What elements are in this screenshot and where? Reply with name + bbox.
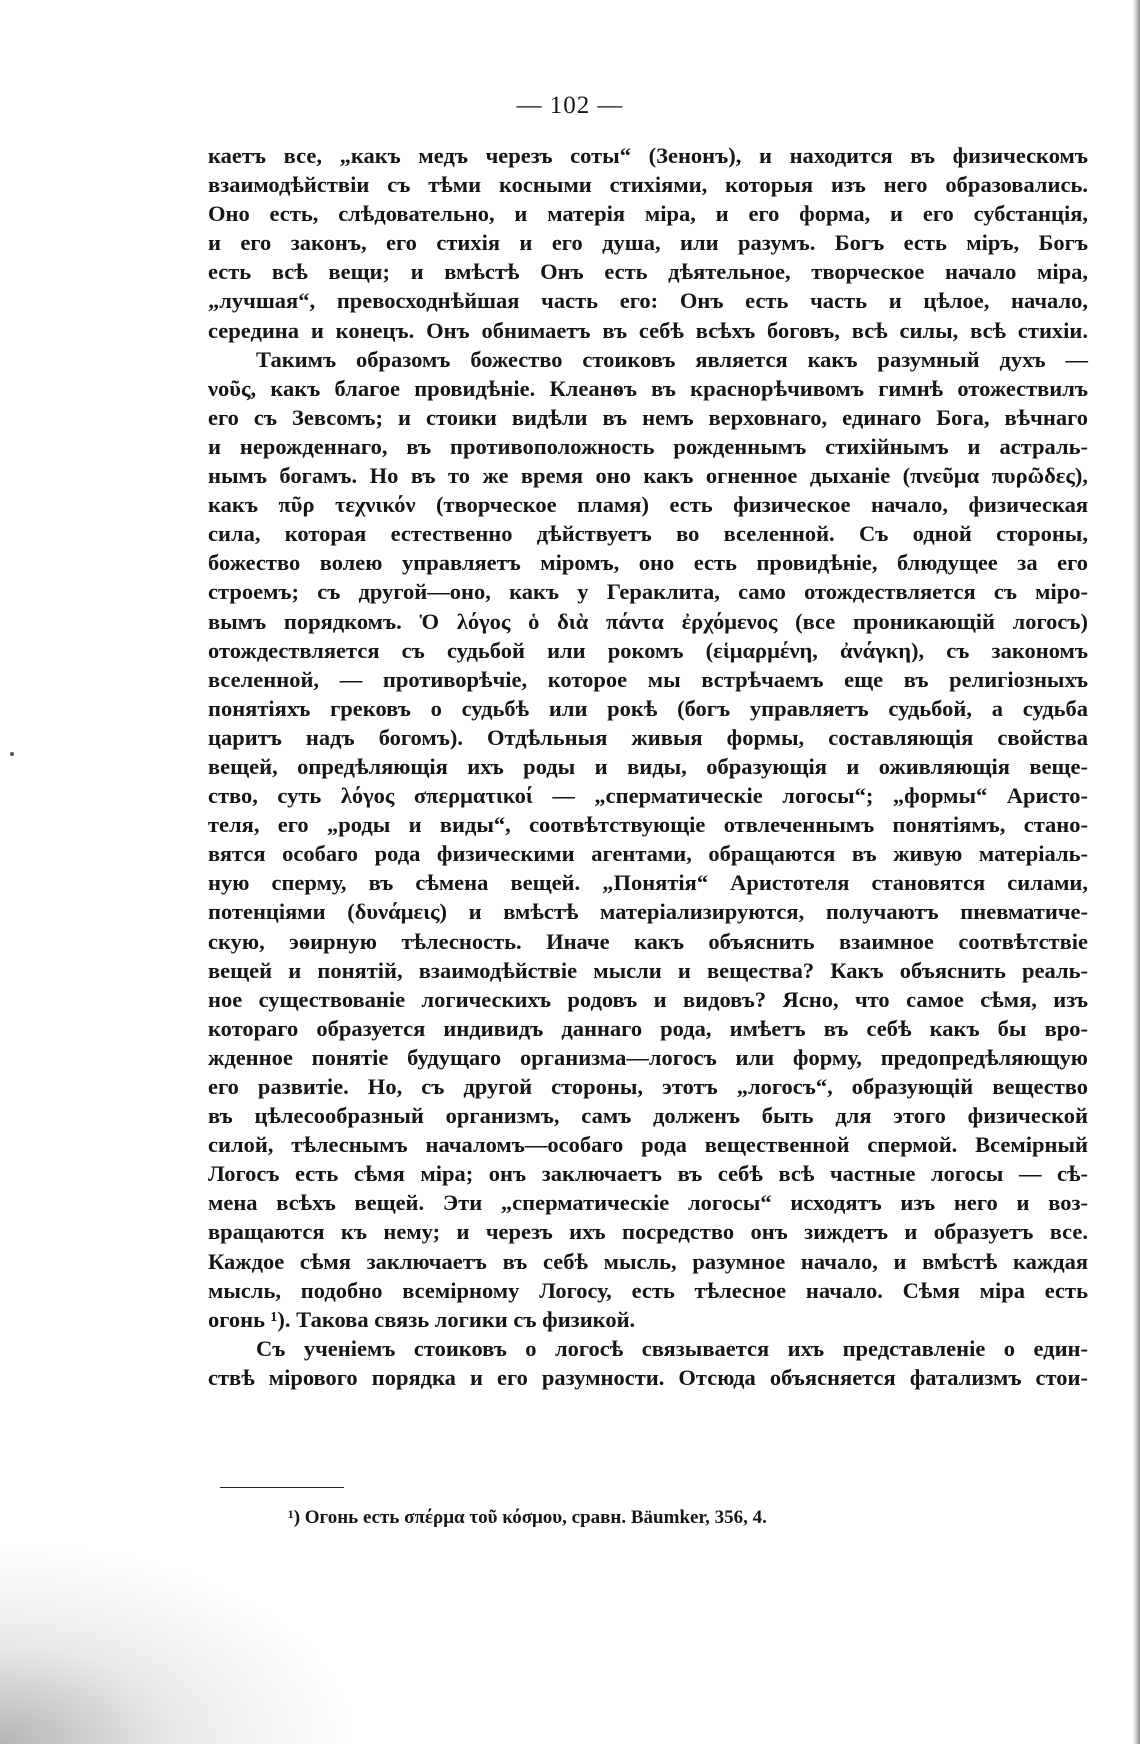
- text-line: мена всѣхъ вещей. Эти „сперматическіе логосы“ исходятъ изъ него и воз-: [208, 1190, 1088, 1216]
- text-line: „лучшая“, превосходнѣйшая часть его: Онъ есть часть и цѣлое, начало,: [208, 288, 1088, 314]
- text-line: царитъ надъ богомъ). Отдѣльныя живыя формы, составляющія свойства: [208, 724, 1088, 750]
- text-line: котораго образуется индивидъ даннаго рода, имѣетъ въ себѣ какъ бы вро-: [208, 1015, 1088, 1041]
- text-line: теля, его „роды и виды“, соотвѣтствующіе отвлеченнымъ понятіямъ, стано-: [208, 812, 1088, 838]
- text-line: ствѣ мірового порядка и его разумности. Отсюда объясняется фатализмъ стои-: [208, 1364, 1088, 1390]
- text-line: νοῦς, какъ благое провидѣніе. Клеанѳъ въ краснорѣчивомъ гимнѣ отожествилъ: [208, 375, 1088, 401]
- text-line: отождествляется съ судьбой или рокомъ (εἱμαρμένη, ἀνάγκη), съ закономъ: [208, 637, 1088, 663]
- text-line: строемъ; съ другой—оно, какъ у Гераклита, само отождествляется съ міро-: [208, 579, 1088, 605]
- text-line: нымъ богамъ. Но въ то же время оно какъ огненное дыханіе (πνεῦμα πυρῶδες),: [208, 463, 1088, 489]
- scan-shadow: [0, 1540, 360, 1744]
- text-line: Оно есть, слѣдовательно, и матерія міра, и его форма, и его субстанція,: [208, 201, 1088, 227]
- text-line: какъ πῦρ τεχνικόν (творческое пламя) есть физическое начало, физическая: [208, 492, 1088, 518]
- body-text: [208, 141, 1088, 1392]
- text-line: его развитіе. Но, съ другой стороны, этотъ „логосъ“, образующій вещество: [208, 1074, 1088, 1099]
- text-line: взаимодѣйствіи съ тѣми косными стихіями, которыя изъ него образовались.: [208, 172, 1088, 198]
- text-line: вещей, опредѣляющія ихъ роды и виды, образующія и оживляющія веще-: [208, 753, 1088, 779]
- text-line: мысль, подобно всемірному Логосу, есть тѣлесное начало. Сѣмя міра есть: [208, 1277, 1088, 1303]
- paragraph-start-line: Съ ученіемъ стоиковъ о логосѣ связывается ихъ представленіе о един-: [256, 1335, 1088, 1361]
- text-line: ство, суть λόγος σπερματικοί — „сперматическіе логосы“; „формы“ Аристо-: [208, 783, 1088, 809]
- footnote: ¹) Огонь есть σπέρμα τοῦ κόσμου, сравн. Bäumker, 356, 4.: [288, 1507, 767, 1528]
- paragraph-start-line: Такимъ образомъ божество стоиковъ является какъ разумный духъ —: [256, 346, 1088, 372]
- text-line: сила, которая естественно дѣйствуетъ во вселенной. Съ одной стороны,: [208, 521, 1088, 547]
- text-line: каетъ все, „какъ медъ черезъ соты“ (Зенонъ), и находится въ физическомъ: [208, 143, 1088, 168]
- text-line: вятся особаго рода физическими агентами, обращаются въ живую матеріаль-: [208, 841, 1088, 867]
- paragraph-end-line: огонь ¹). Такова связь логики съ физикой.: [208, 1306, 636, 1332]
- footnote-separator: [220, 1487, 344, 1488]
- text-line: потенціями (δυνάμεις) и вмѣстѣ матеріализируются, получаютъ пневматиче-: [208, 899, 1088, 925]
- text-line: силой, тѣлеснымъ началомъ—особаго рода вещественной спермой. Всемірный: [208, 1132, 1088, 1158]
- scan-speck: [10, 752, 14, 756]
- text-line: Логосъ есть сѣмя міра; онъ заключаетъ въ себѣ всѣ частные логосы — сѣ-: [208, 1161, 1088, 1187]
- text-line: вселенной, — противорѣчіе, которое мы встрѣчаемъ еще въ религіозныхъ: [208, 666, 1088, 692]
- text-line: и нерожденнаго, въ противоположность рожденнымъ стихійнымъ и астраль-: [208, 433, 1088, 459]
- text-line: жденное понятіе будущаго организма—логосъ или форму, предопредѣляющую: [208, 1044, 1088, 1070]
- text-line: понятіяхъ грековъ о судьбѣ или рокѣ (богъ управляетъ судьбой, а судьба: [208, 695, 1088, 721]
- text-line: божество волею управляетъ міромъ, оно есть провидѣніе, блюдущее за его: [208, 550, 1088, 576]
- text-line: Каждое сѣмя заключаетъ въ себѣ мысль, разумное начало, и вмѣстѣ каждая: [208, 1248, 1088, 1274]
- text-line: и его законъ, его стихія и его душа, или разумъ. Богъ есть міръ, Богъ: [208, 230, 1088, 256]
- text-line: есть всѣ вещи; и вмѣстѣ Онъ есть дѣятельное, творческое начало міра,: [208, 259, 1088, 285]
- text-line: вещей и понятій, взаимодѣйствіе мысли и вещества? Какъ объяснить реаль-: [208, 957, 1088, 983]
- text-line: его съ Зевсомъ; и стоики видѣли въ немъ верховнаго, единаго Бога, вѣчнаго: [208, 404, 1088, 430]
- page-number: — 102 —: [516, 92, 624, 119]
- text-line: вымъ порядкомъ. Ὁ λόγος ὁ διὰ πάντα ἐρχόμενος (все проникающій логосъ): [208, 608, 1088, 634]
- text-line: вращаются къ нему; и черезъ ихъ посредство онъ зиждетъ и образуетъ все.: [208, 1219, 1088, 1245]
- text-line: середина и конецъ. Онъ обнимаетъ въ себѣ всѣхъ боговъ, всѣ силы, всѣ стихіи.: [208, 317, 1088, 343]
- text-line: ное существованіе логическихъ родовъ и видовъ? Ясно, что самое сѣмя, изъ: [208, 986, 1088, 1012]
- text-line: въ цѣлесообразный организмъ, самъ долженъ быть для этого физической: [208, 1103, 1088, 1129]
- page-edge-shadow: [1132, 0, 1140, 1744]
- text-line: ную сперму, въ сѣмена вещей. „Понятія“ Аристотеля становятся силами,: [208, 870, 1088, 896]
- text-line: скую, эѳирную тѣлесность. Иначе какъ объяснить взаимное соотвѣтствіе: [208, 928, 1088, 954]
